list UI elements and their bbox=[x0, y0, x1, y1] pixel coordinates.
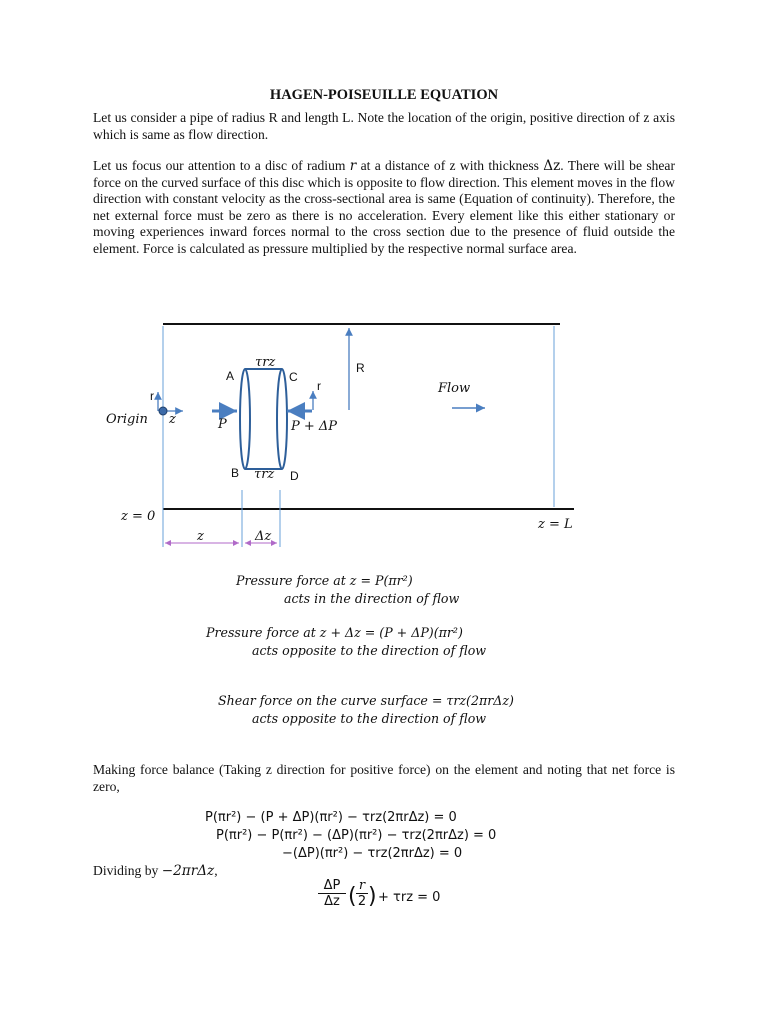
label-z-zero: z = 0 bbox=[121, 509, 156, 524]
shear-force: Shear force on the curve surface = τrz(2πrΔz) bbox=[218, 693, 514, 708]
equation-2: P(πr²) − P(πr²) − (ΔP)(πr²) − τrz(2πrΔz) = 0 bbox=[216, 828, 497, 843]
label-d: D bbox=[290, 469, 299, 483]
final-paren-right: ) bbox=[368, 884, 377, 909]
disc-right-face bbox=[277, 369, 287, 469]
label-z-length: z = L bbox=[538, 517, 573, 532]
label-b: B bbox=[231, 466, 240, 480]
label-shear-bottom: τrz bbox=[254, 467, 275, 482]
disc-paragraph-text-a: Let us focus our attention to a disc of radium bbox=[93, 158, 350, 173]
shear-force-direction: acts opposite to the direction of flow bbox=[252, 711, 487, 726]
label-r-axis: r bbox=[150, 389, 154, 403]
label-pressure-p: P bbox=[218, 417, 227, 432]
final-fraction-r-2 bbox=[356, 878, 368, 909]
label-pipe-radius: R bbox=[356, 361, 365, 375]
label-z-axis: z bbox=[169, 412, 176, 427]
label-dz-dimension: Δz bbox=[255, 529, 272, 544]
label-a: A bbox=[226, 369, 235, 383]
force-balance-paragraph: Making force balance (Taking z direction for positive force) on the element and noting that net force is zero, bbox=[93, 762, 675, 794]
final-denominator-2: 2 bbox=[357, 894, 367, 909]
final-fraction-dp-dz bbox=[318, 878, 346, 909]
disc-paragraph-text-b: at a distance of z with thickness bbox=[356, 158, 544, 173]
final-numerator-r: r bbox=[358, 878, 366, 893]
disc-paragraph-text-c: . There will be shear force on the curved surface of this disc which is opposite to flow direction. This element moves in the flow direction with constant velocity as the cross-sectional area is same (Equation of continuity). Therefore, the net external force must be zero as there is no acceleration. Every element like this either stationary or moving experiences inward forces normal to the cross section due to the presence of fluid outside the element. Force is calculated as pressure multiplied by the respective normal surface area. bbox=[93, 158, 675, 256]
equation-1: P(πr²) − (P + ΔP)(πr²) − τrz(2πrΔz) = 0 bbox=[205, 810, 457, 825]
final-equation-tail: + τrz = 0 bbox=[378, 890, 441, 905]
dividing-line bbox=[93, 863, 675, 880]
disc-left-face bbox=[240, 369, 250, 469]
disc-thickness-symbol: Δz bbox=[543, 158, 561, 174]
intro-paragraph: Let us consider a pipe of radius R and length L. Note the location of the origin, positive direction of z axis which is same as flow direction. bbox=[93, 110, 675, 142]
label-z-dimension: z bbox=[197, 529, 204, 544]
dividing-text: Dividing by bbox=[93, 863, 162, 878]
label-c: C bbox=[289, 370, 298, 384]
dividing-expression: −2πrΔz bbox=[161, 863, 215, 879]
final-paren-left: ( bbox=[348, 884, 357, 909]
pipe-diagram bbox=[0, 300, 768, 560]
dividing-end: , bbox=[214, 863, 218, 878]
pressure-force-z-direction: acts in the direction of flow bbox=[284, 591, 460, 606]
final-numerator-dp: ΔP bbox=[323, 878, 341, 893]
origin-point-icon bbox=[159, 407, 167, 415]
equation-3: −(ΔP)(πr²) − τrz(2πrΔz) = 0 bbox=[282, 846, 463, 861]
label-disc-radius: r bbox=[317, 379, 321, 393]
disc-paragraph bbox=[93, 158, 675, 258]
pressure-force-z-dz-direction: acts opposite to the direction of flow bbox=[252, 643, 487, 658]
label-pressure-p-plus: P + ΔP bbox=[291, 419, 338, 434]
page-title: HAGEN-POISEUILLE EQUATION bbox=[269, 87, 499, 103]
pressure-force-z-dz: Pressure force at z + Δz = (P + ΔP)(πr²) bbox=[206, 625, 463, 640]
disc-radius-symbol: r bbox=[349, 158, 357, 174]
final-denominator-dz: Δz bbox=[318, 893, 346, 909]
label-origin: Origin bbox=[106, 412, 148, 427]
pressure-force-z: Pressure force at z = P(πr²) bbox=[236, 573, 413, 588]
label-flow: Flow bbox=[438, 381, 471, 396]
label-shear-top: τrz bbox=[255, 355, 276, 370]
